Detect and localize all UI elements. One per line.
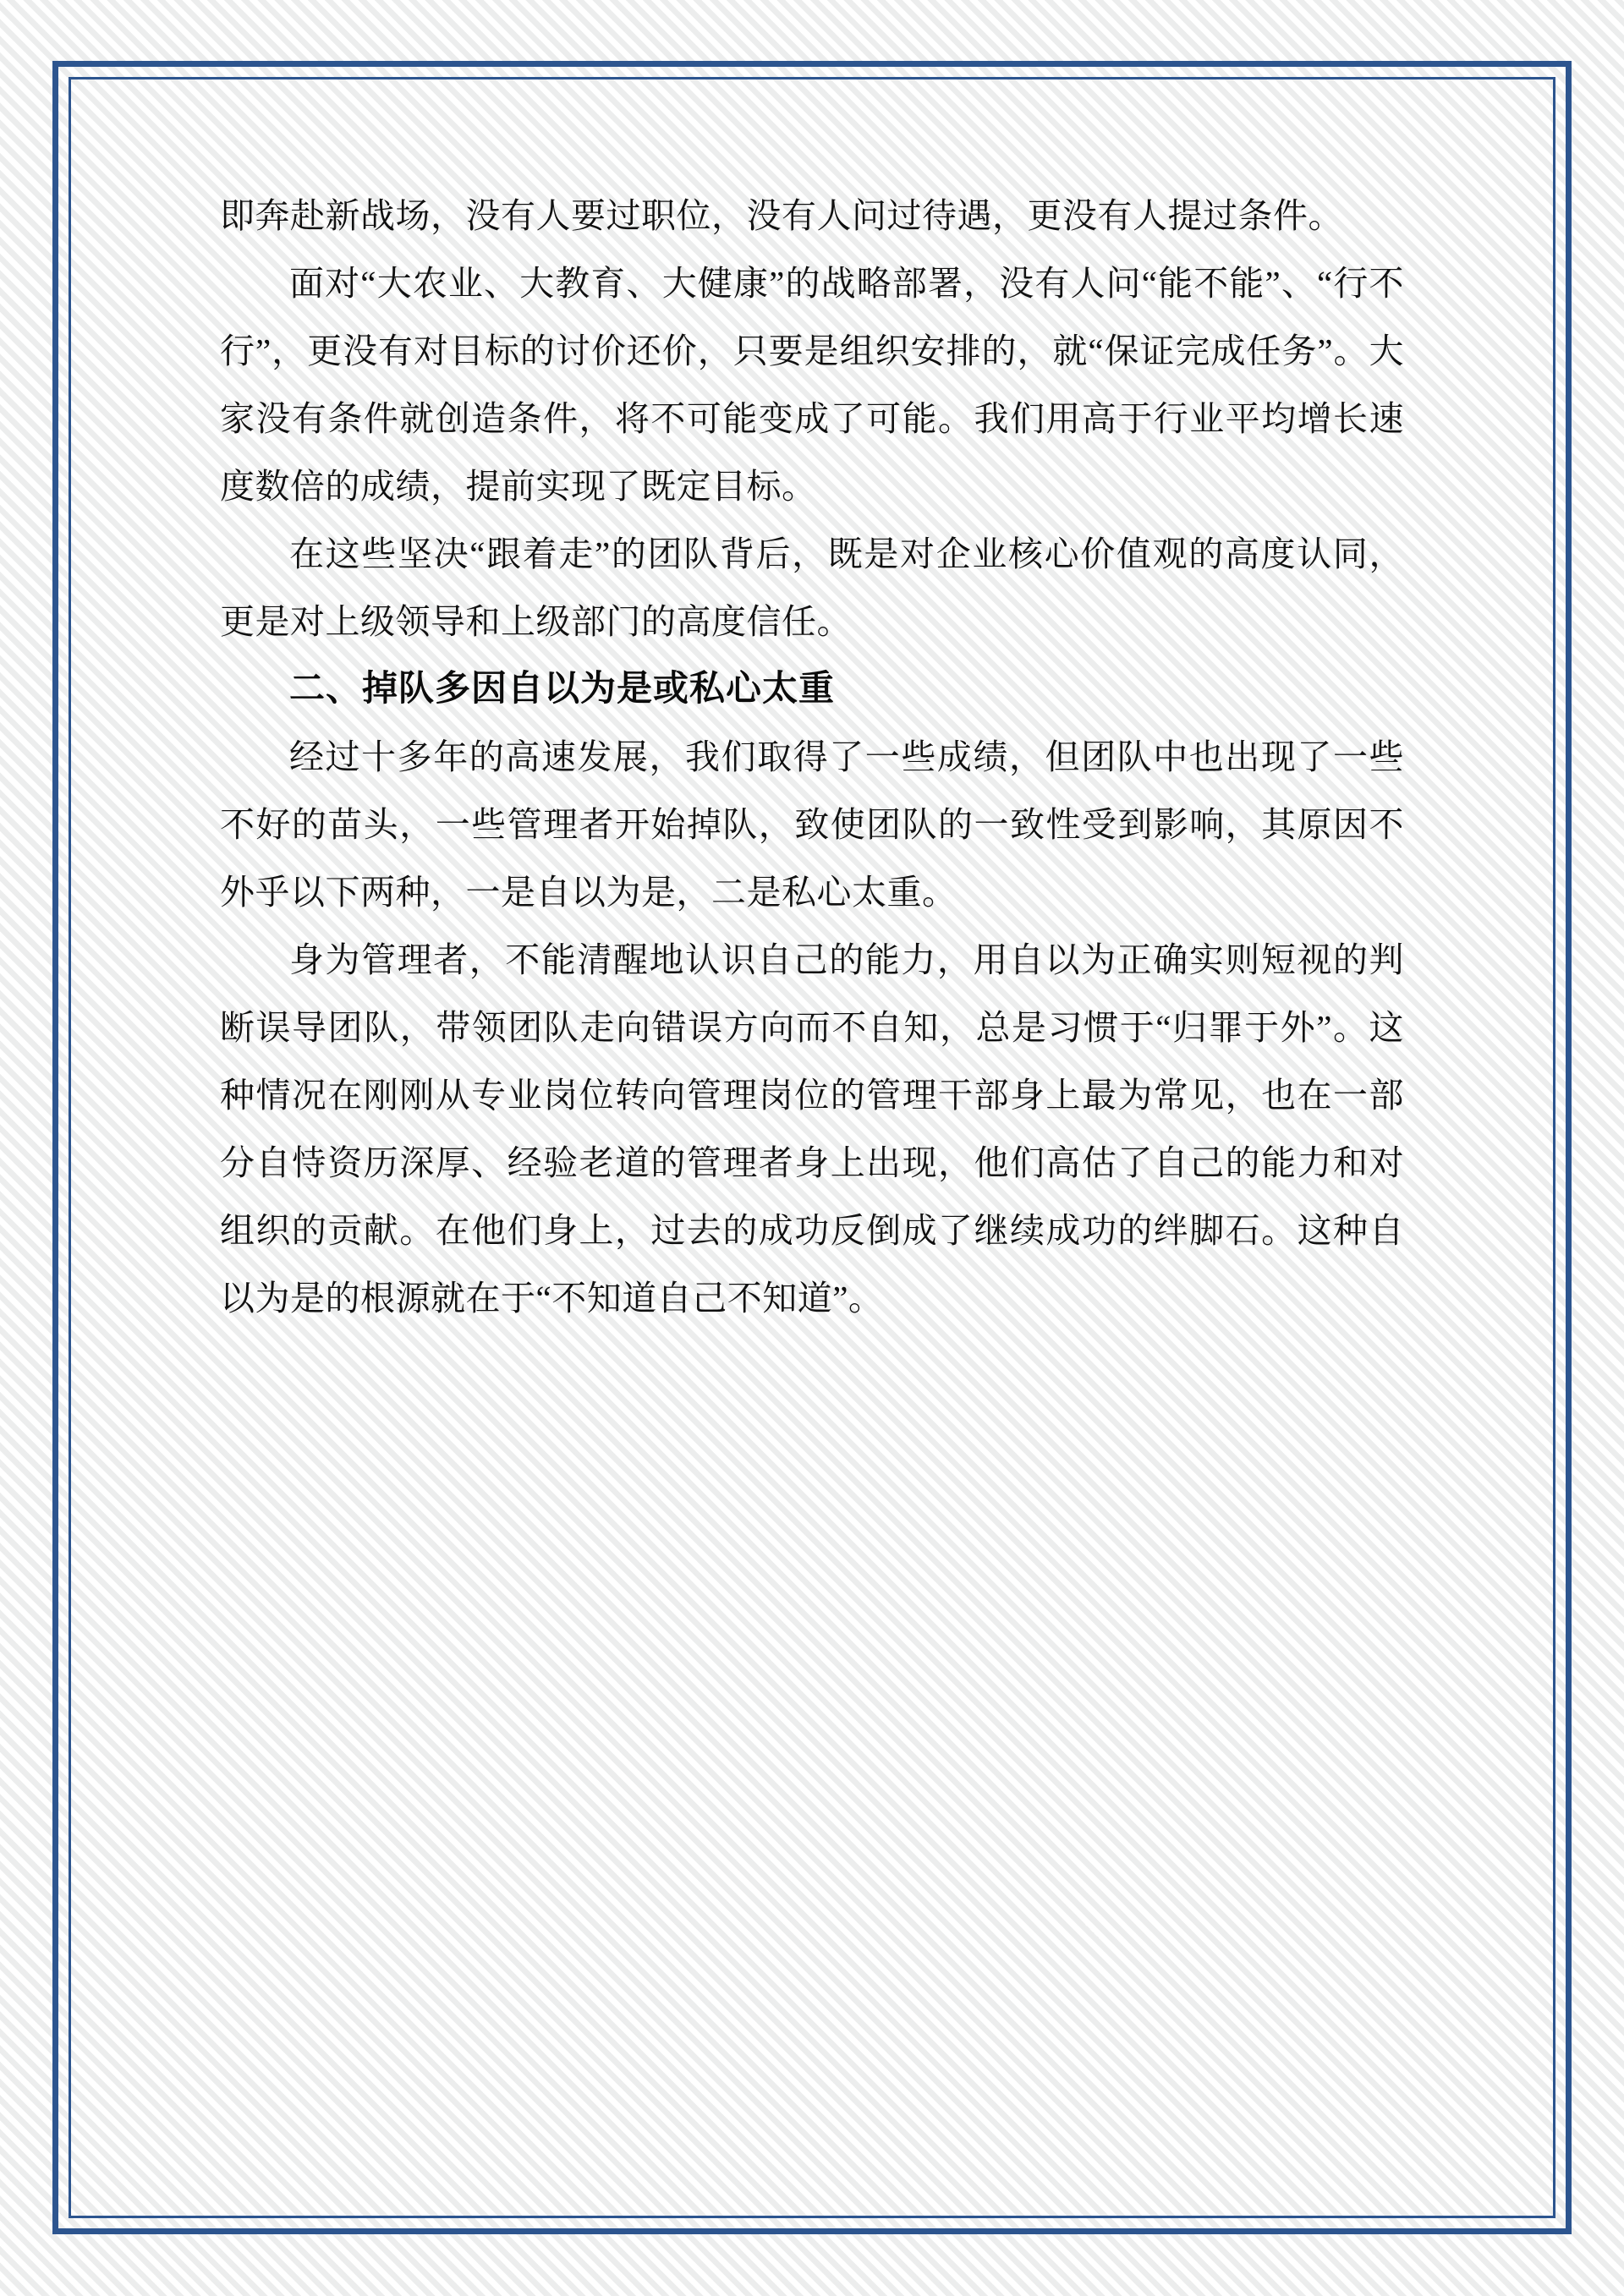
paragraph: 在这些坚决“跟着走”的团队背后，既是对企业核心价值观的高度认同，更是对上级领导和上级部门的高度信任。	[220, 534, 1404, 641]
document-body	[220, 182, 1404, 2118]
paragraph: 经过十多年的高速发展，我们取得了一些成绩，但团队中也出现了一些不好的苗头，一些管理者开始掉队，致使团队的一致性受到影响，其原因不外乎以下两种，一是自以为是，二是私心太重。	[220, 737, 1404, 912]
paragraph: 面对“大农业、大教育、大健康”的战略部署，没有人问“能不能”、“行不行”，更没有对目标的讨价还价，只要是组织安排的，就“保证完成任务”。大家没有条件就创造条件，将不可能变成了可能。我们用高于行业平均增长速度数倍的成绩，提前实现了既定目标。	[220, 264, 1404, 506]
paragraph: 身为管理者，不能清醒地认识自己的能力，用自以为正确实则短视的判断误导团队，带领团队走向错误方向而不自知，总是习惯于“归罪于外”。这种情况在刚刚从专业岗位转向管理岗位的管理干部身上最为常见，也在一部分自恃资历深厚、经验老道的管理者身上出现，他们高估了自己的能力和对组织的贡献。在他们身上，过去的成功反倒成了继续成功的绊脚石。这种自以为是的根源就在于“不知道自己不知道”。	[220, 940, 1404, 1318]
paragraph: 即奔赴新战场，没有人要过职位，没有人问过待遇，更没有人提过条件。	[220, 196, 1343, 235]
section-heading: 二、掉队多因自以为是或私心太重	[289, 670, 836, 709]
